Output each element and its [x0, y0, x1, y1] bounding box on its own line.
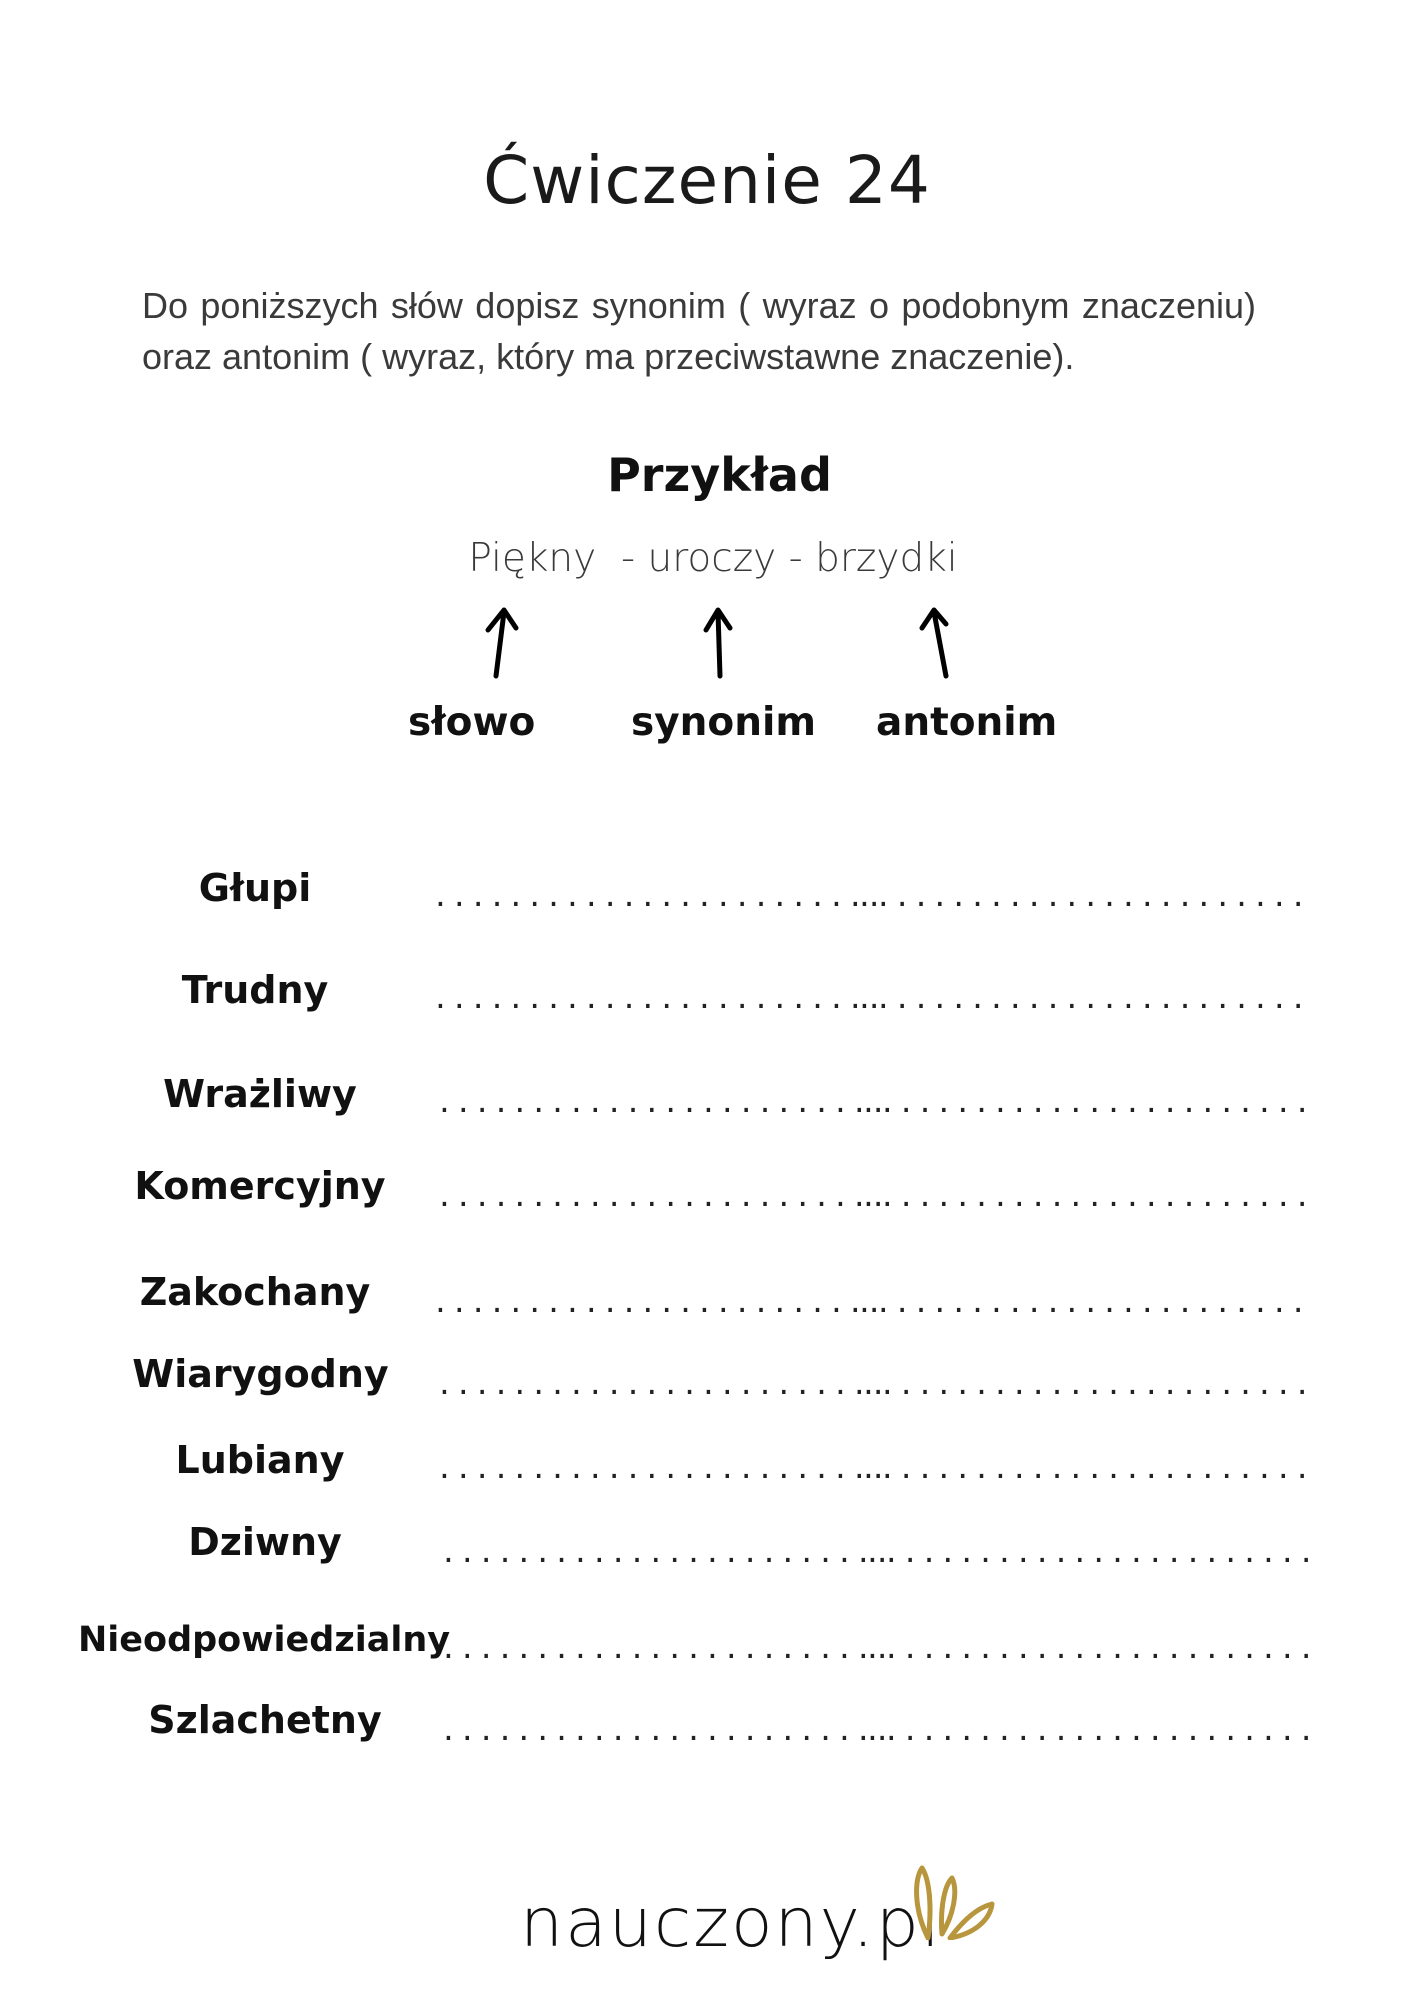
synonym-blank[interactable]: ........................	[436, 1180, 889, 1213]
row-word: Zakochany	[139, 1270, 371, 1314]
synonym-blank[interactable]: ........................	[436, 1086, 889, 1119]
label-synonym: synonim	[631, 700, 816, 745]
row-word: Wiarygodny	[132, 1352, 389, 1396]
page-title: Ćwiczenie 24	[483, 142, 931, 219]
label-word: słowo	[408, 700, 536, 745]
label-antonym: antonim	[876, 700, 1058, 745]
row-word: Nieodpowiedzialny	[78, 1620, 451, 1660]
row-word: Lubiany	[175, 1438, 345, 1482]
row-word: Wrażliwy	[163, 1072, 357, 1116]
synonym-blank[interactable]: ........................	[432, 880, 885, 913]
antonym-blank[interactable]: ........................	[856, 1286, 1309, 1319]
arrow-up-icon	[698, 604, 738, 680]
synonym-blank[interactable]: ........................	[440, 1536, 893, 1569]
arrow-up-icon	[918, 604, 958, 680]
synonym-blank[interactable]: ........................	[436, 1368, 889, 1401]
antonym-blank[interactable]: ........................	[860, 1368, 1313, 1401]
antonym-blank[interactable]: ........................	[860, 1086, 1313, 1119]
synonym-blank[interactable]: ........................	[440, 1632, 893, 1665]
brand-logo	[520, 1860, 1000, 2000]
antonym-blank[interactable]: ........................	[864, 1714, 1317, 1747]
antonym-blank[interactable]: ........................	[860, 1452, 1313, 1485]
row-word: Głupi	[198, 866, 312, 910]
antonym-blank[interactable]: ........................	[860, 1180, 1313, 1213]
antonym-blank[interactable]: ........................	[856, 880, 1309, 913]
leaves-icon	[900, 1860, 1000, 1940]
antonym-blank[interactable]: ........................	[864, 1536, 1317, 1569]
synonym-blank[interactable]: ........................	[432, 1286, 885, 1319]
antonym-blank[interactable]: ........................	[864, 1632, 1317, 1665]
antonym-blank[interactable]: ........................	[856, 982, 1309, 1015]
synonym-blank[interactable]: ........................	[440, 1714, 893, 1747]
synonym-blank[interactable]: ........................	[432, 982, 885, 1015]
example-line: Piękny - uroczy - brzydki	[468, 536, 958, 581]
arrow-up-icon	[482, 604, 522, 680]
row-word: Dziwny	[188, 1520, 342, 1564]
instruction-text: Do poniższych słów dopisz synonim ( wyraz o podobnym znaczeniu) oraz antonim ( wyraz, który ma przeciwstawne znaczenie).	[142, 285, 1256, 377]
synonym-blank[interactable]: ........................	[436, 1452, 889, 1485]
logo-text: nauczony.pl	[520, 1884, 942, 1963]
row-word: Komercyjny	[134, 1164, 386, 1208]
row-word: Trudny	[181, 968, 329, 1012]
example-heading: Przykład	[607, 448, 832, 502]
row-word: Szlachetny	[148, 1698, 382, 1742]
